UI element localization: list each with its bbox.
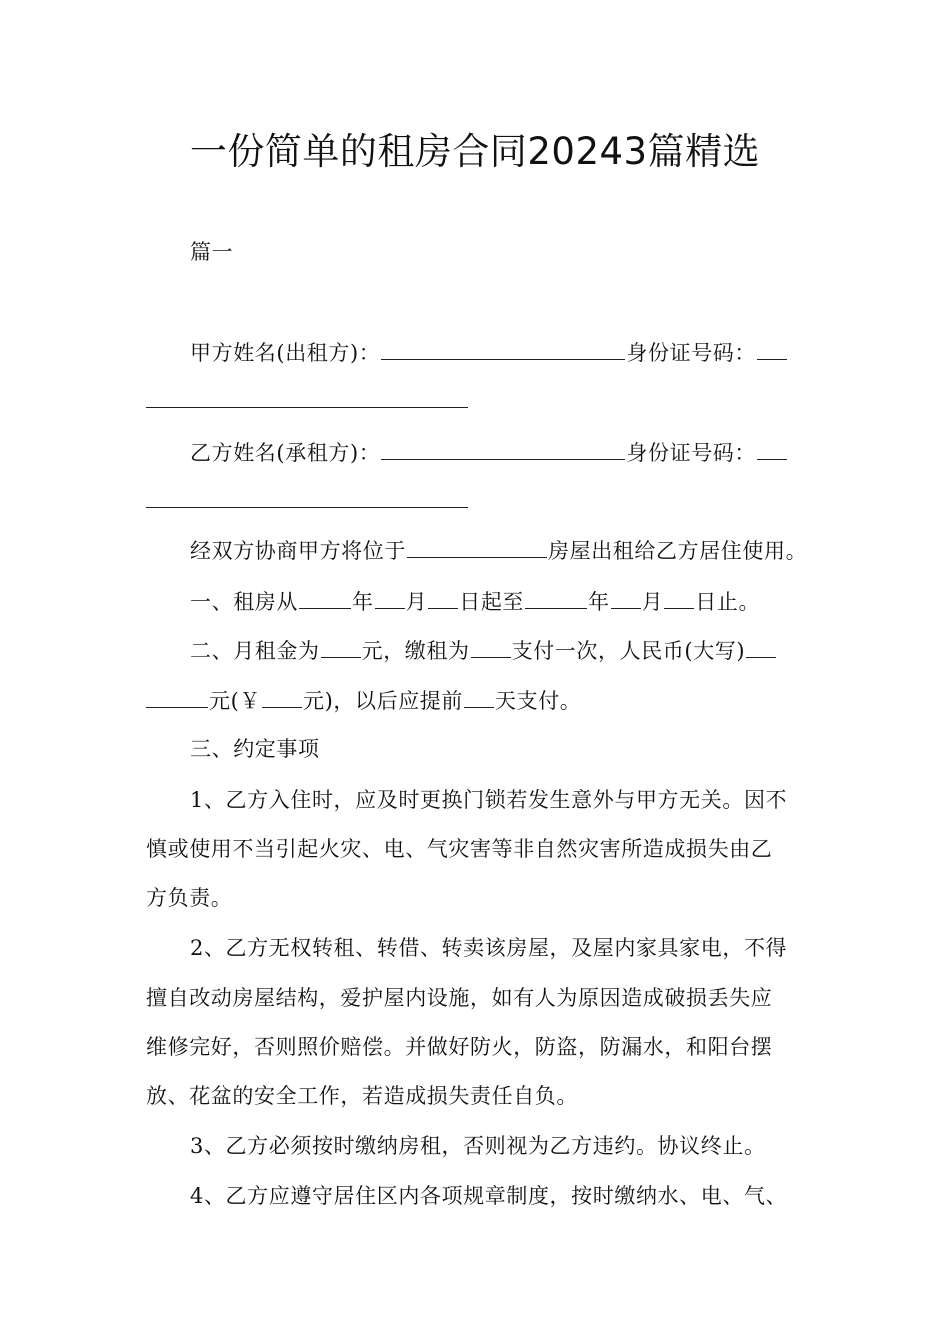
term-line (190, 586, 760, 617)
party-a-id-blank-continued[interactable] (146, 407, 468, 408)
term-month-1: 月 (405, 590, 428, 614)
address-blank[interactable] (407, 535, 547, 558)
clause-1-line-2: 慎或使用不当引起火灾、电、气灾害等非自然灾害所造成损失由乙 (146, 837, 773, 861)
clause-2-line-2: 擅自改动房屋结构，爱护屋内设施，如有人为原因造成破损丢失应 (146, 986, 773, 1010)
section-label: 篇一 (190, 240, 234, 264)
clause-2-line-3: 维修完好，否则照价赔偿。并做好防火，防盗，防漏水，和阳台摆 (146, 1035, 773, 1059)
end-year-blank[interactable] (525, 586, 587, 609)
clause-1-line-1: 1、乙方入住时，应及时更换门锁若发生意外与甲方无关。因不 (190, 788, 788, 812)
document-title: 一份简单的租房合同20243篇精选 (189, 130, 761, 173)
party-b-id-blank[interactable] (757, 437, 787, 460)
terms-heading: 三、约定事项 (190, 737, 320, 761)
term-month-2: 月 (641, 590, 664, 614)
rent-numeric-blank[interactable] (262, 685, 302, 708)
rent-end: 天支付。 (495, 689, 582, 713)
intro-prefix: 经双方协商甲方将位于 (190, 539, 406, 563)
term-day-2: 日止。 (695, 590, 761, 614)
party-b-line (190, 437, 788, 468)
party-a-id-blank[interactable] (757, 337, 787, 360)
clause-4-line-1: 4、乙方应遵守居住区内各项规章制度，按时缴纳水、电、气、 (190, 1184, 788, 1208)
clause-3-line-1: 3、乙方必须按时缴纳房租，否则视为乙方违约。协议终止。 (190, 1134, 766, 1158)
rent-uppercase-blank[interactable] (746, 635, 776, 658)
party-b-label: 乙方姓名(承租方)： (190, 441, 381, 465)
clause-2-line-1: 2、乙方无权转租、转借、转卖该房屋，及屋内家具家电，不得 (190, 936, 788, 960)
rent-line-1 (190, 635, 777, 666)
rent-amount-blank[interactable] (321, 635, 361, 658)
intro-line (190, 535, 807, 566)
clause-2-line-4: 放、花盆的安全工作，若造成损失责任自负。 (146, 1084, 578, 1108)
rent-yuan: 元，缴租为 (361, 639, 470, 663)
rent-uppercase-blank-continued[interactable] (146, 685, 208, 708)
party-a-id-label: 身份证号码： (626, 341, 756, 365)
intro-suffix: 房屋出租给乙方居住使用。 (548, 539, 808, 563)
start-month-blank[interactable] (375, 586, 405, 609)
rent-line-2 (146, 685, 581, 716)
payment-period-blank[interactable] (471, 635, 511, 658)
party-a-name-blank[interactable] (381, 337, 625, 360)
end-day-blank[interactable] (664, 586, 694, 609)
term-prefix: 一、租房从 (190, 590, 298, 614)
party-b-name-blank[interactable] (381, 437, 625, 460)
party-b-id-label: 身份证号码： (626, 441, 756, 465)
start-year-blank[interactable] (299, 586, 351, 609)
term-year-1: 年 (352, 590, 374, 614)
rent-advance: 元)，以后应提前 (303, 689, 463, 713)
clause-1-line-3: 方负责。 (146, 886, 233, 910)
party-b-id-blank-continued[interactable] (146, 507, 468, 508)
term-day-1: 日起至 (459, 590, 525, 614)
advance-days-blank[interactable] (464, 685, 494, 708)
end-month-blank[interactable] (611, 586, 641, 609)
rent-pay: 支付一次，人民币(大写) (511, 639, 746, 663)
rent-prefix: 二、月租金为 (190, 639, 320, 663)
rent-yuan-symbol: 元(￥ (209, 689, 261, 713)
start-day-blank[interactable] (428, 586, 458, 609)
party-a-label: 甲方姓名(出租方)： (190, 341, 381, 365)
party-a-line (190, 337, 788, 368)
term-year-2: 年 (588, 590, 610, 614)
